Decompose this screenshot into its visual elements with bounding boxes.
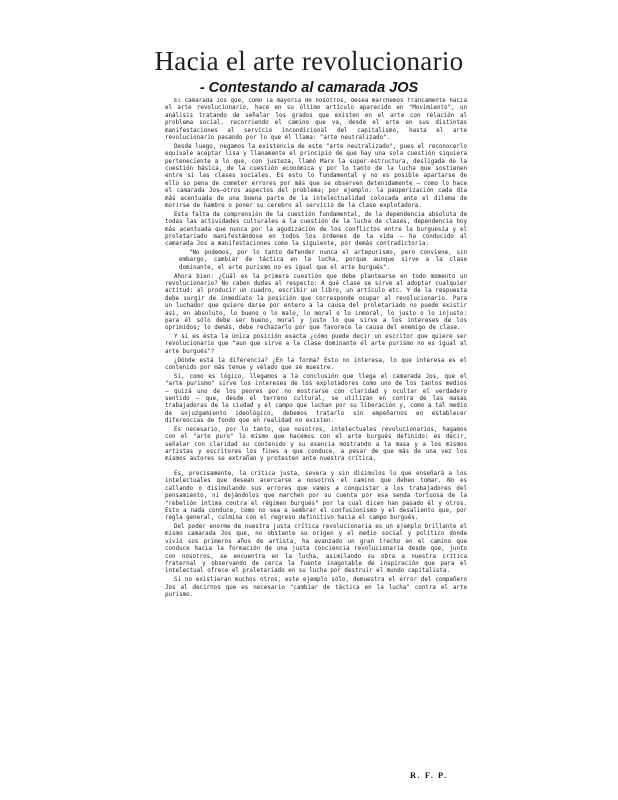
paragraph: Si, como es lógico, llegamos a la conclusión que llega el camarada Jos, que el "arte purismo" sirve los intereses de los explotadores como uno de los tantos medios — quizá uno de los peores por no mostrarse con claridad y ocultar el verdadero sentido — que, desde el terreno cultural, se utilizan en contra de las masas trabajadoras de la ciudad y el campo que luchan por su liberación y, como a tal medio de sojuzgamiento ideológico, debemos tratarlo sin empeñarnos en establecer diferencias de fondo que en realidad no existen. (165, 373, 467, 425)
paragraph: El camarada Jos que, como la mayoría de nosotros, desea marchemos francamente hacia el arte revolucionario, hace en su último artículo aparecido en "Movimiento", un análisis tratando de señalar los grados que existen en el arte con relación al problema social, recorriendo el camino que va, desde el arte en sus distintas manifestaciones al servicio incondicional del capitalismo, hasta el arte revolucionario pasando por lo que él llama: "arte neutralizado". (165, 98, 467, 142)
article-subtitle: - Contestando al camarada JOS (199, 80, 419, 96)
paragraph: Ahora bien: ¿Cuál es la primera cuestión que debe plantearse en todo momento un revolucionario? No caben dudas al respecto: A qué clase se sirve al adoptar cualquier actitud: al producir un cuadro, escribir un libro, un artículo etc. Y de la respuesta debe surgir de inmediato la posición que corresponde ocupar al revolucionario. Para un luchador que quiere darse por entero a la causa del proletariado no puede existir así, en absoluto, lo bueno o lo malo, lo moral o lo inmoral, lo justo o lo injusto: para él sólo debe ser bueno, moral y justo lo que sirve a los intereses de los oprimidos; lo demás, debe rechazarlo por que favorece la causa del enemigo de clase. (165, 273, 467, 332)
article-body (165, 98, 467, 766)
paragraph: Desde luego, negamos la existencia de este "arte neutralizado", pues el reconocerlo equivale aceptar lisa y llanamente el principio de que hay una sola cuestión siquiera perteneciente a lo que, con justeza, llamó Marx la super-estructura, desligada de la cuestión básica, de la cuestión económica y por lo tanto de la lucha que sostienen entre sí las clases sociales. Es esto lo fundamental y no es posible apartarse de ello so pena de cometer errores por más que se observen detenidamente — como lo hace el camarada Jos—otros aspectos del problema; por ejemplo: la pauperización cada día más acentuada de una buena parte de la intelectualidad colocada ante el dilema de morirse de hambre o poner su cerebro al servicio de la clase explotadora. (165, 143, 467, 209)
article-title: Hacia el arte revolucionario (154, 46, 464, 76)
paragraph: Si no existieran muchos otros, este ejemplo sólo, demuestra el error del compañero Jos al decirnos que es necesario "cambiar de táctica en la lucha" contra el arte purismo. (165, 577, 467, 598)
paragraph: Es, precisamente, la crítica justa, severa y sin disimulos lo que enseñará a los intelectuales que desean acercarse a nosotros el camino que deben tomar. No es callando o disimulando sus errores que vamos a conquistar a los trabajadores del pensamiento, ni dejándolos que marchen por su cuenta por esa senda tortuosa de la "rebelión íntima contra el régimen burgués" por la cual dicen han pasado él y otros. Esto a nada conduce, como no sea a sembrar el confusionismo y el desaliento que, por regla general, culmina con el regreso definitivo hacia el campo burgués. (165, 470, 467, 522)
author-signature: R. F. P. (410, 770, 448, 780)
paragraph: Esta falta de comprensión de la cuestión fundamental, de la dependencia absoluta de todas las actividades culturales a la cuestión de la lucha de clases, dependencia hoy más acentuada que nunca por la agudización de los conflictos entre la burguesía y el proletariado manifestándose en todos los órdenes de la vida — ha conducido al camarada Jos a manifestaciones como la siguiente, por demás contradictoria: (165, 211, 467, 248)
paragraph: ¿Dónde está la diferencia? ¿En la forma? Esto no interesa, lo que interesa es el contenido por más tenue y velado que se muestre. (165, 357, 467, 371)
block-quote: "No podemos, por lo tanto defender nunca el artepurismo, pero conviene, sin embargo, cambiar de táctica en la lucha, porque aunque sirve a la clase dominante, el arte purismo no es igual que el arte burgués". (179, 250, 467, 271)
paragraph: Es necesario, por lo tanto, que nosotros, intelectuales revolucionarios, hagamos con el "arte puro" lo mismo que hacemos con el arte burgués definido: es decir, señalar con claridad su contenido y su esencia mostrando a la masa y a los mismos artistas y escritores los fines a que conduce, a pesar de que más de una vez los mismos autores se extrañan y protesten ante nuestra crítica. (165, 426, 467, 463)
paragraph: Y si es ésta la única posición exacta ¿cómo puede decir un escritor que quiere ser revolucionario que "aun que sirve a la clase dominante el arte purismo no es igual al arte burgués"? (165, 334, 467, 355)
paragraph: Del poder enorme de nuestra justa crítica revolucionaria es un ejemplo brillante el mismo camarada Jos que, no obstante su origen y el medio social y político donde vivió sus primeros años de artista, ha avanzado un gran trecho en el camino que conduce hacia la formación de una justa conciencia revolucionaria desde que, junto con nosotros, se encuentra en la lucha, asimilando su obra a nuestra crítica fraternal y observando de cerca la fuente inagotable de inspiración que para el intelectual ofrece el proletariado en su lucha por destruir el mundo capitalista. (165, 524, 467, 575)
